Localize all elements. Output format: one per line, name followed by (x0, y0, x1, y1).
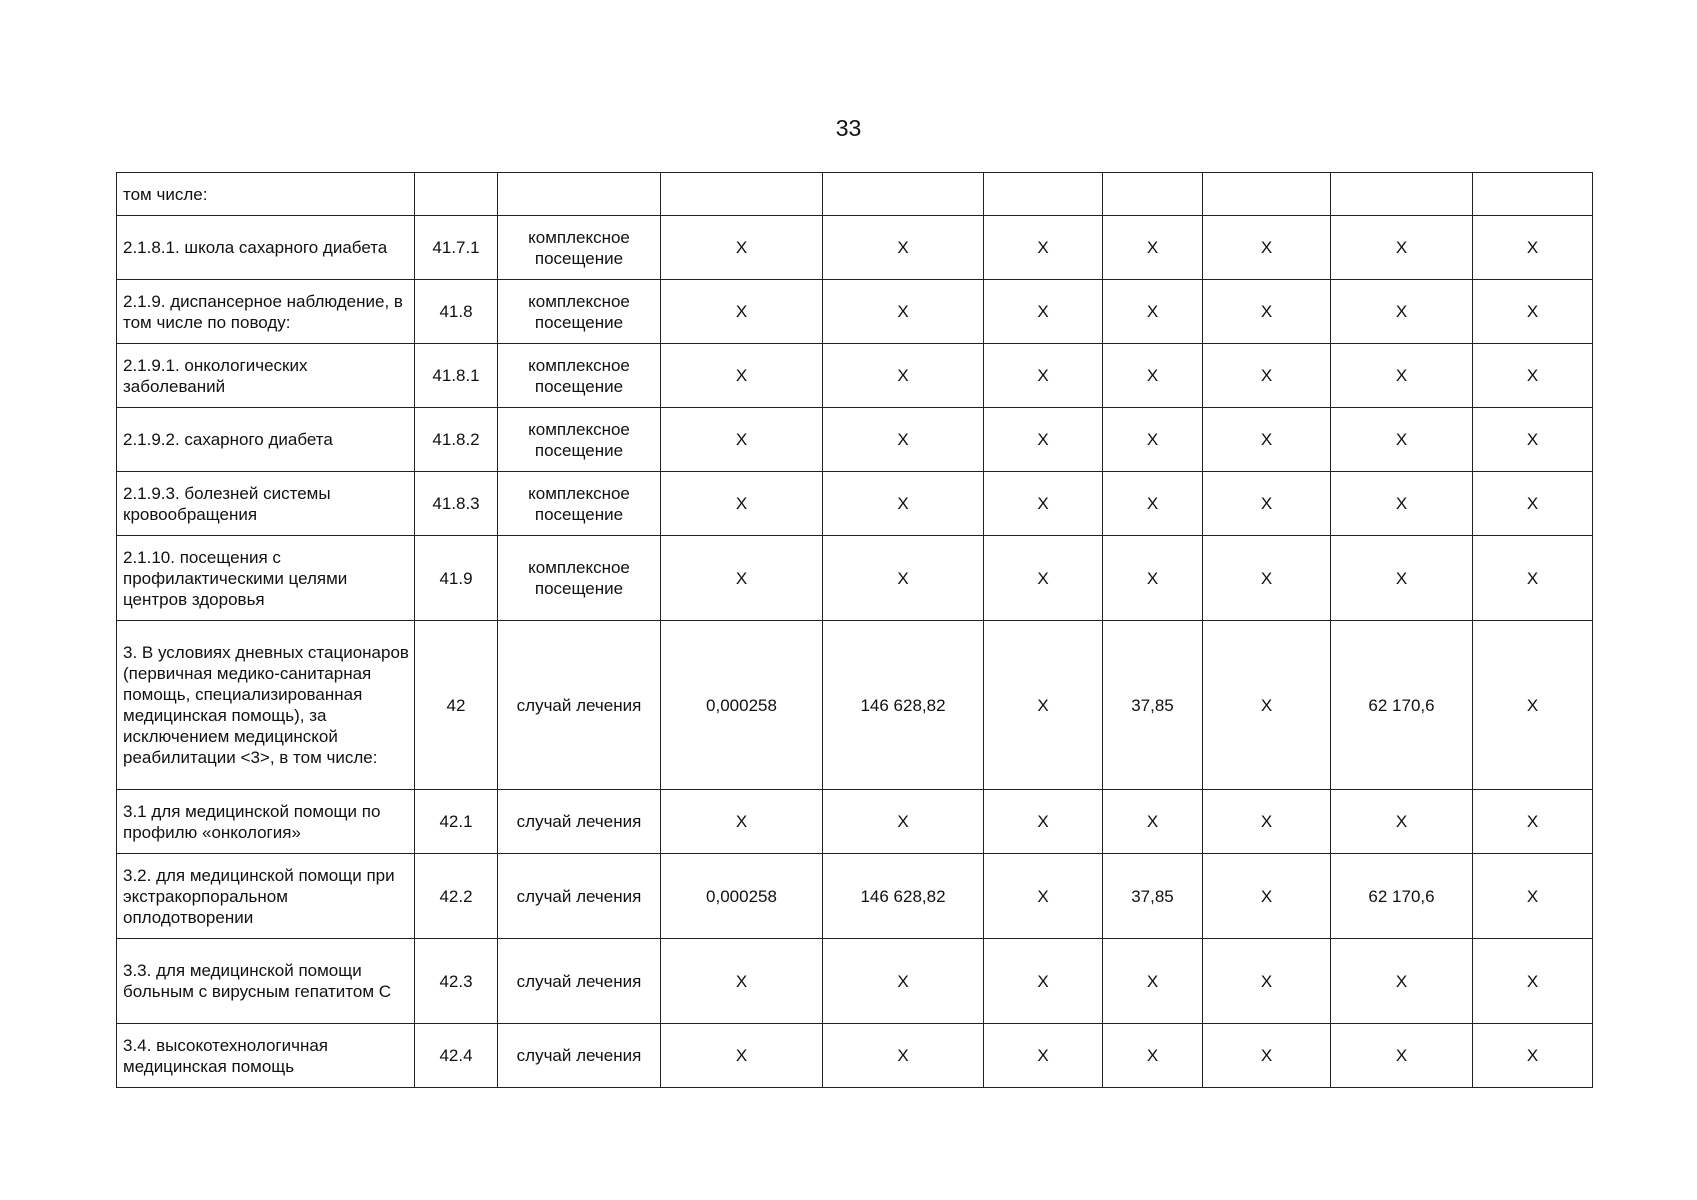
row-value-cell (1103, 173, 1203, 216)
row-value-cell: X (1473, 408, 1593, 472)
row-value-cell: X (1331, 536, 1473, 621)
row-value-cell: 62 170,6 (1331, 854, 1473, 939)
row-value-cell: X (661, 790, 823, 854)
row-value-cell: X (1473, 344, 1593, 408)
row-value-cell: 0,000258 (661, 621, 823, 790)
row-value-cell: X (1473, 280, 1593, 344)
row-value-cell: 146 628,82 (823, 621, 984, 790)
table-row (117, 621, 1593, 790)
row-value-cell: X (661, 536, 823, 621)
row-name-cell: 2.1.9.3. болезней системы кровообращения (117, 472, 415, 536)
row-value-cell: X (1331, 790, 1473, 854)
row-value-cell: 146 628,82 (823, 854, 984, 939)
row-value-cell: X (1203, 344, 1331, 408)
row-name-cell: 3.2. для медицинской помощи при экстракорпоральном оплодотворении (117, 854, 415, 939)
row-value-cell: X (984, 1024, 1103, 1088)
row-value-cell: X (1203, 854, 1331, 939)
table-row (117, 790, 1593, 854)
row-value-cell: X (1203, 1024, 1331, 1088)
row-unit-cell: комплексное посещение (498, 408, 661, 472)
row-value-cell: X (661, 216, 823, 280)
row-value-cell: X (984, 790, 1103, 854)
row-value-cell: X (984, 472, 1103, 536)
row-value-cell (1203, 173, 1331, 216)
row-value-cell (984, 173, 1103, 216)
row-value-cell: X (1103, 472, 1203, 536)
row-code-cell: 41.9 (415, 536, 498, 621)
row-value-cell: X (1203, 216, 1331, 280)
row-value-cell: X (1473, 536, 1593, 621)
row-value-cell: X (1473, 621, 1593, 790)
row-value-cell: X (823, 939, 984, 1024)
row-code-cell: 42.1 (415, 790, 498, 854)
table-row (117, 173, 1593, 216)
row-value-cell: X (823, 280, 984, 344)
row-value-cell: X (661, 408, 823, 472)
row-value-cell: X (661, 1024, 823, 1088)
row-unit-cell: комплексное посещение (498, 472, 661, 536)
row-value-cell: 37,85 (1103, 621, 1203, 790)
row-value-cell: X (1103, 939, 1203, 1024)
row-value-cell (823, 173, 984, 216)
row-unit-cell: случай лечения (498, 621, 661, 790)
row-unit-cell: случай лечения (498, 1024, 661, 1088)
row-value-cell: X (984, 280, 1103, 344)
page-number: 33 (835, 115, 862, 141)
row-code-cell: 42 (415, 621, 498, 790)
row-value-cell: X (1473, 939, 1593, 1024)
row-value-cell: X (1103, 344, 1203, 408)
table-row (117, 854, 1593, 939)
row-value-cell: X (1331, 472, 1473, 536)
row-value-cell: X (661, 939, 823, 1024)
row-value-cell (1331, 173, 1473, 216)
row-value-cell: X (984, 621, 1103, 790)
table-row (117, 472, 1593, 536)
row-name-cell: 2.1.9.1. онкологических заболеваний (117, 344, 415, 408)
row-value-cell: X (984, 939, 1103, 1024)
row-value-cell: X (1473, 854, 1593, 939)
row-value-cell: X (1331, 408, 1473, 472)
row-value-cell: X (1203, 280, 1331, 344)
row-value-cell: X (661, 280, 823, 344)
row-code-cell (415, 173, 498, 216)
row-code-cell: 41.7.1 (415, 216, 498, 280)
table-row (117, 408, 1593, 472)
row-name-cell: 3.1 для медицинской помощи по профилю «онкология» (117, 790, 415, 854)
table-body (117, 173, 1593, 1088)
row-value-cell: X (984, 344, 1103, 408)
row-value-cell: X (1103, 536, 1203, 621)
row-value-cell: X (1473, 216, 1593, 280)
row-value-cell: 62 170,6 (1331, 621, 1473, 790)
row-unit-cell: комплексное посещение (498, 536, 661, 621)
table-row (117, 1024, 1593, 1088)
row-value-cell: X (1203, 939, 1331, 1024)
row-unit-cell: комплексное посещение (498, 216, 661, 280)
row-code-cell: 41.8.2 (415, 408, 498, 472)
row-value-cell: X (823, 1024, 984, 1088)
row-value-cell: X (1331, 216, 1473, 280)
row-value-cell: X (1203, 472, 1331, 536)
row-value-cell: X (1103, 280, 1203, 344)
row-value-cell (1473, 173, 1593, 216)
row-value-cell: 0,000258 (661, 854, 823, 939)
table-row (117, 280, 1593, 344)
row-unit-cell: случай лечения (498, 790, 661, 854)
row-value-cell: X (661, 344, 823, 408)
row-value-cell: X (1331, 344, 1473, 408)
table-row (117, 536, 1593, 621)
row-value-cell: X (823, 344, 984, 408)
row-value-cell: X (1203, 790, 1331, 854)
row-name-cell: 2.1.9. диспансерное наблюдение, в том числе по поводу: (117, 280, 415, 344)
row-value-cell: X (1473, 472, 1593, 536)
row-value-cell: X (823, 408, 984, 472)
row-name-cell: 3.3. для медицинской помощи больным с вирусным гепатитом С (117, 939, 415, 1024)
row-value-cell: X (1331, 1024, 1473, 1088)
data-table (116, 172, 1593, 1088)
row-value-cell (661, 173, 823, 216)
row-value-cell: X (1203, 408, 1331, 472)
row-name-cell: 3.4. высокотехнологичная медицинская помощь (117, 1024, 415, 1088)
row-value-cell: X (984, 216, 1103, 280)
row-value-cell: 37,85 (1103, 854, 1203, 939)
row-code-cell: 42.3 (415, 939, 498, 1024)
row-name-cell: 3. В условиях дневных стационаров (первичная медико-санитарная помощь, специализированная медицинская помощь), за исключением медицинской реабилитации <3>, в том числе: (117, 621, 415, 790)
row-value-cell: X (823, 790, 984, 854)
row-name-cell: 2.1.10. посещения с профилактическими целями центров здоровья (117, 536, 415, 621)
row-code-cell: 41.8 (415, 280, 498, 344)
row-value-cell: X (1331, 280, 1473, 344)
row-value-cell: X (1103, 1024, 1203, 1088)
row-value-cell: X (661, 472, 823, 536)
row-name-cell: 2.1.8.1. школа сахарного диабета (117, 216, 415, 280)
table-row (117, 344, 1593, 408)
row-value-cell: X (1103, 790, 1203, 854)
row-code-cell: 41.8.3 (415, 472, 498, 536)
row-code-cell: 42.2 (415, 854, 498, 939)
row-unit-cell: комплексное посещение (498, 344, 661, 408)
row-unit-cell: случай лечения (498, 939, 661, 1024)
table-row (117, 939, 1593, 1024)
row-value-cell: X (984, 854, 1103, 939)
row-unit-cell: комплексное посещение (498, 280, 661, 344)
row-value-cell: X (823, 216, 984, 280)
row-value-cell: X (1473, 790, 1593, 854)
row-value-cell: X (1103, 216, 1203, 280)
row-value-cell: X (1203, 621, 1331, 790)
row-value-cell: X (984, 536, 1103, 621)
row-value-cell: X (1331, 939, 1473, 1024)
row-name-cell: 2.1.9.2. сахарного диабета (117, 408, 415, 472)
row-value-cell: X (823, 536, 984, 621)
row-code-cell: 42.4 (415, 1024, 498, 1088)
row-value-cell: X (1103, 408, 1203, 472)
row-value-cell: X (1473, 1024, 1593, 1088)
table-row (117, 216, 1593, 280)
row-unit-cell (498, 173, 661, 216)
row-code-cell: 41.8.1 (415, 344, 498, 408)
row-name-cell: том числе: (117, 173, 415, 216)
row-value-cell: X (984, 408, 1103, 472)
row-value-cell: X (823, 472, 984, 536)
row-unit-cell: случай лечения (498, 854, 661, 939)
row-value-cell: X (1203, 536, 1331, 621)
